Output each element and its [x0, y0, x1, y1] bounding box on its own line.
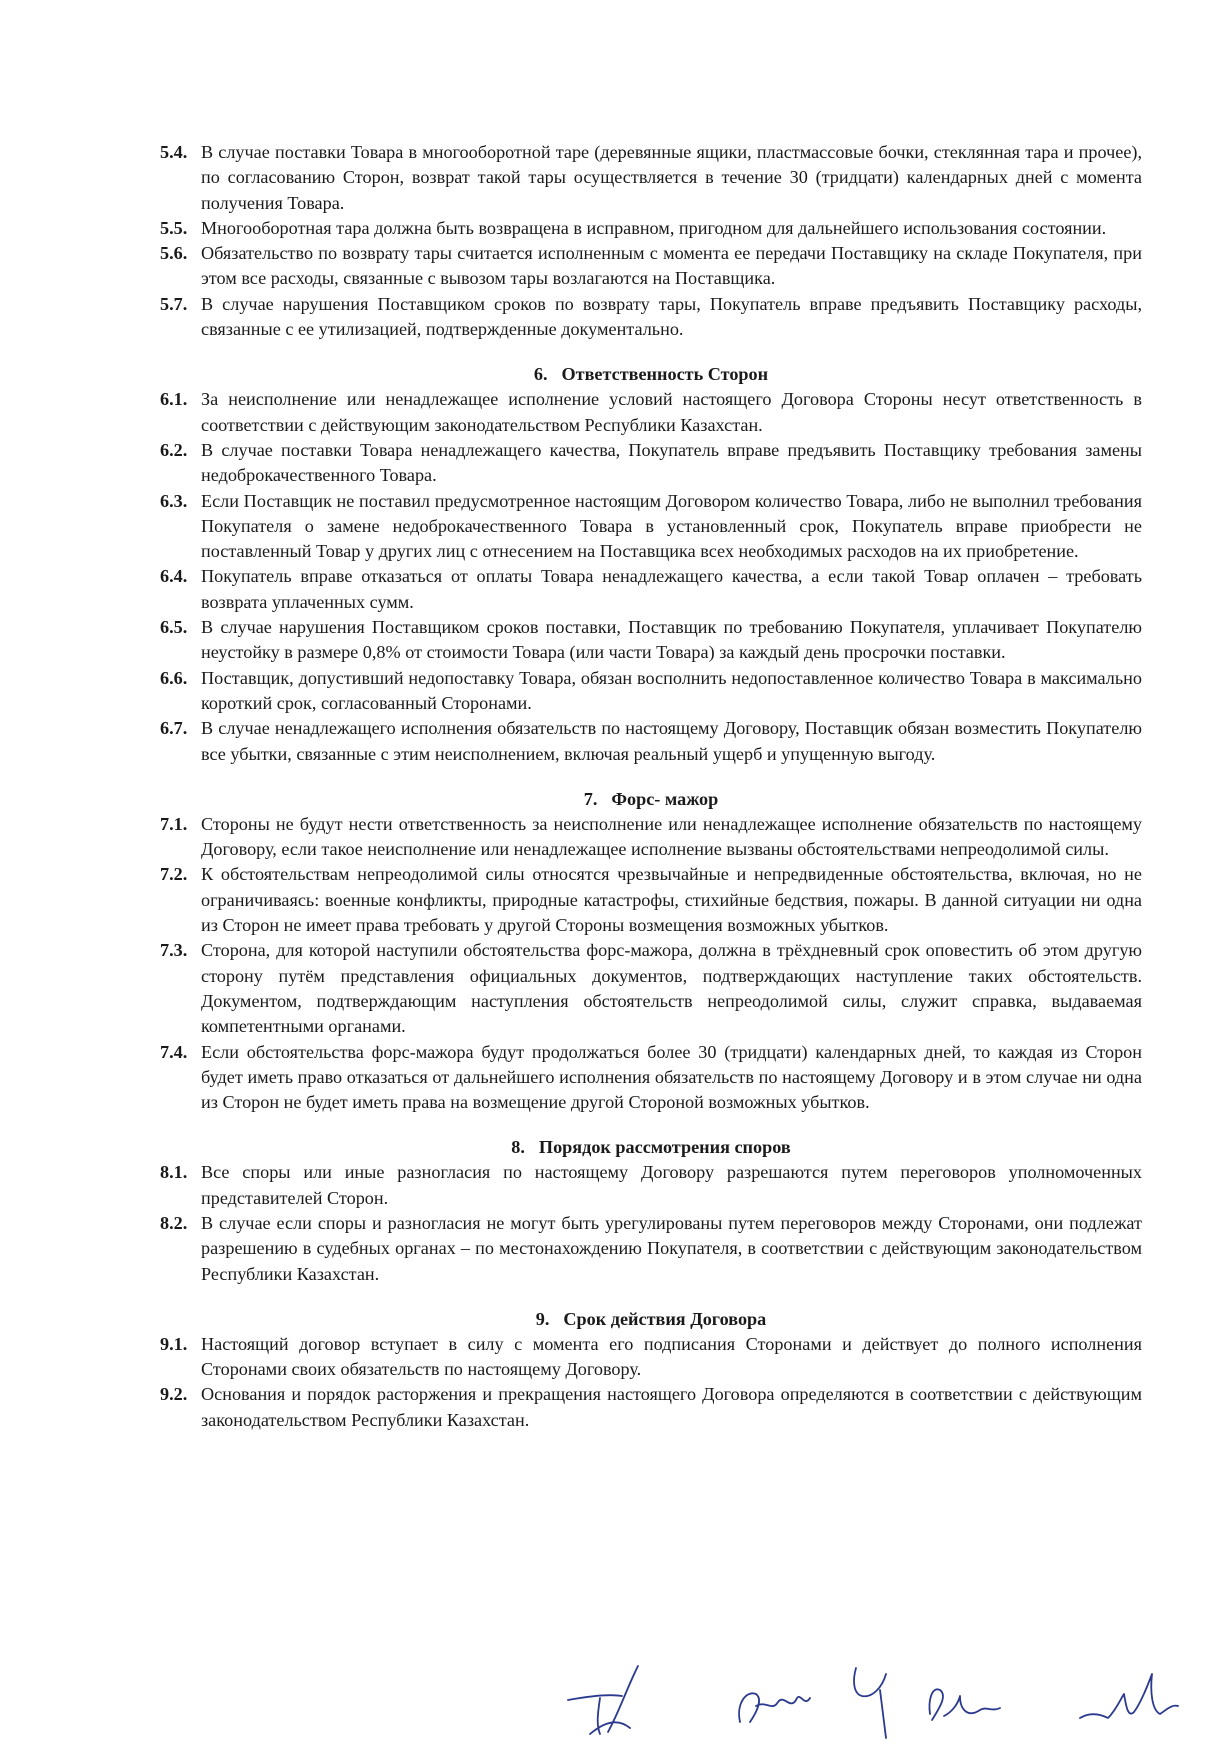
clause-number: 7.3.	[160, 940, 188, 961]
section-9	[160, 1307, 1142, 1433]
clause-text: Многооборотная тара должна быть возвращена в исправном, пригодном для дальнейшего использования состоянии.	[201, 217, 1107, 238]
signature-2	[739, 1693, 810, 1722]
clause	[160, 615, 1142, 666]
clause	[160, 716, 1142, 767]
section-title: Форс- мажор	[611, 788, 719, 809]
clause-number: 7.1.	[160, 813, 188, 834]
clause	[160, 862, 1142, 938]
section-heading	[160, 1307, 1142, 1332]
section-heading	[160, 787, 1142, 812]
clause-text: В случае поставки Товара в многооборотной таре (деревянные ящики, пластмассовые бочки, стеклянная тара и прочее), по согласованию Сторон, возврат такой тары осуществляется в течение 30 (тридцати) календарных дней с момента получения Товара.	[201, 142, 1142, 213]
clause	[160, 438, 1142, 489]
clause-number: 9.2.	[160, 1384, 188, 1405]
section-7	[160, 787, 1142, 1116]
signature-3	[854, 1668, 886, 1738]
clause-number: 6.4.	[160, 566, 188, 587]
clause-text: Стороны не будут нести ответственность за неисполнение или ненадлежащее исполнение обязательств по настоящему Договору, если такое неисполнение или ненадлежащее исполнение вызваны обстоятельствами непреодолимой силы.	[201, 813, 1142, 860]
section-title: Срок действия Договора	[563, 1308, 767, 1329]
signature-1	[568, 1666, 638, 1734]
clause	[160, 938, 1142, 1039]
clause-text: В случае если споры и разногласия не могут быть урегулированы путем переговоров между Сторонами, они подлежат разрешению в судебных органах – по местонахождению Покупателя, в соответствии с действующим законодательством Республики Казахстан.	[201, 1212, 1142, 1284]
clause-number: 5.5.	[160, 217, 188, 238]
clause	[160, 1211, 1142, 1287]
signature-4	[929, 1689, 1000, 1720]
clause-text: В случае поставки Товара ненадлежащего качества, Покупатель вправе предъявить Поставщику требования замены недоброкачественного Товара.	[201, 439, 1142, 486]
clause-text: Обязательство по возврату тары считается исполненным с момента ее передачи Поставщику на складе Покупателя, при этом все расходы, связанные с вывозом тары возлагаются на Поставщика.	[201, 243, 1142, 289]
clause-text: Основания и порядок расторжения и прекращения настоящего Договора определяются в соответствии с действующим законодательством Республики Казахстан.	[201, 1384, 1142, 1430]
clause	[160, 812, 1142, 863]
clause	[160, 1160, 1142, 1211]
clause	[160, 216, 1142, 241]
clause-text: Поставщик, допустивший недопоставку Товара, обязан восполнить недопоставленное количество Товара в максимально короткий срок, согласованный Сторонами.	[201, 667, 1142, 713]
signatures	[560, 1660, 1200, 1740]
clause-text: Если Поставщик не поставил предусмотренное настоящим Договором количество Товара, либо не выполнил требования Покупателя о замене недоброкачественного Товара в установленный срок, Покупатель вправе приобрести не поставленный Товар у других лиц с отнесением на Поставщика всех необходимых расходов на их приобретение.	[201, 490, 1142, 562]
clause	[160, 140, 1142, 216]
clause-number: 5.6.	[160, 243, 188, 264]
section-5	[160, 140, 1142, 342]
clause-text: За неисполнение или ненадлежащее исполнение условий настоящего Договора Стороны несут ответственность в соответствии с действующим законодательством Республики Казахстан.	[201, 389, 1142, 435]
section-heading	[160, 362, 1142, 387]
contract-page	[160, 140, 1142, 1433]
signature-5	[1080, 1674, 1178, 1718]
clause-number: 6.1.	[160, 389, 188, 410]
clause	[160, 1332, 1142, 1383]
clause-number: 5.4.	[160, 142, 188, 162]
section-number: 7.	[583, 788, 598, 809]
clause-text: К обстоятельствам непреодолимой силы относятся чрезвычайные и непредвиденные обстоятельства, включая, но не ограничиваясь: военные конфликты, природные катастрофы, стихийные бедствия, пожары. В данной ситуации ни одна из Сторон не имеет права требовать у другой Стороны возмещения возможных убытков.	[201, 864, 1142, 936]
clause	[160, 292, 1142, 343]
clause-text: В случае нарушения Поставщиком сроков поставки, Поставщик по требованию Покупателя, уплачивает Покупателю неустойку в размере 0,8% от стоимости Товара (или части Товара) за каждый день просрочки поставки.	[201, 617, 1142, 663]
clause-number: 5.7.	[160, 293, 188, 314]
section-title: Порядок рассмотрения споров	[538, 1137, 791, 1158]
clause-number: 7.2.	[160, 864, 188, 885]
section-number: 8.	[511, 1137, 525, 1158]
clause	[160, 1382, 1142, 1433]
clause-number: 9.1.	[160, 1333, 188, 1354]
clause-text: Все споры или иные разногласия по настоящему Договору разрешаются путем переговоров уполномоченных представителей Сторон.	[201, 1162, 1142, 1208]
clause-number: 8.1.	[160, 1162, 188, 1183]
section-number: 9.	[535, 1308, 550, 1329]
clause	[160, 489, 1142, 565]
clause-number: 6.7.	[160, 718, 188, 739]
clause-text: В случае ненадлежащего исполнения обязательств по настоящему Договору, Поставщик обязан возместить Покупателю все убытки, связанные с этим неисполнением, включая реальный ущерб и упущенную выгоду.	[201, 718, 1142, 764]
clause	[160, 564, 1142, 615]
clause-number: 7.4.	[160, 1041, 188, 1062]
section-number: 6.	[533, 364, 548, 385]
clause-text: В случае нарушения Поставщиком сроков по возврату тары, Покупатель вправе предъявить Поставщику расходы, связанные с ее утилизацией, подтвержденные документально.	[201, 293, 1142, 340]
clause	[160, 241, 1142, 292]
section-title: Ответственность Сторон	[561, 364, 769, 385]
clause	[160, 1040, 1142, 1116]
clause-number: 6.5.	[160, 617, 188, 638]
section-6	[160, 362, 1142, 766]
section-heading	[160, 1135, 1142, 1160]
clause-number: 6.2.	[160, 439, 188, 460]
clause-number: 8.2.	[160, 1212, 188, 1233]
clause-text: Сторона, для которой наступили обстоятельства форс-мажора, должна в трёхдневный срок оповестить об этом другую сторону путём представления официальных документов, подтверждающих наступление таких обстоятельств. Документом, подтверждающим наступления обстоятельств непреодолимой силы, служит справка, выдаваемая компетентными органами.	[201, 940, 1142, 1037]
clause-number: 6.6.	[160, 667, 188, 688]
clause-text: Настоящий договор вступает в силу с момента его подписания Сторонами и действует до полного исполнения Сторонами своих обязательств по настоящему Договору.	[201, 1333, 1142, 1380]
clause-text: Покупатель вправе отказаться от оплаты Товара ненадлежащего качества, а если такой Товар оплачен – требовать возврата уплаченных сумм.	[201, 566, 1142, 612]
clause	[160, 666, 1142, 717]
clause	[160, 387, 1142, 438]
clause-number: 6.3.	[160, 490, 188, 511]
section-8	[160, 1135, 1142, 1286]
clause-text: Если обстоятельства форс-мажора будут продолжаться более 30 (тридцати) календарных дней, то каждая из Сторон будет иметь право отказаться от дальнейшего исполнения обязательств по настоящему Договору и в этом случае ни одна из Сторон не будет иметь права на возмещение другой Стороной возможных убытков.	[201, 1041, 1142, 1113]
